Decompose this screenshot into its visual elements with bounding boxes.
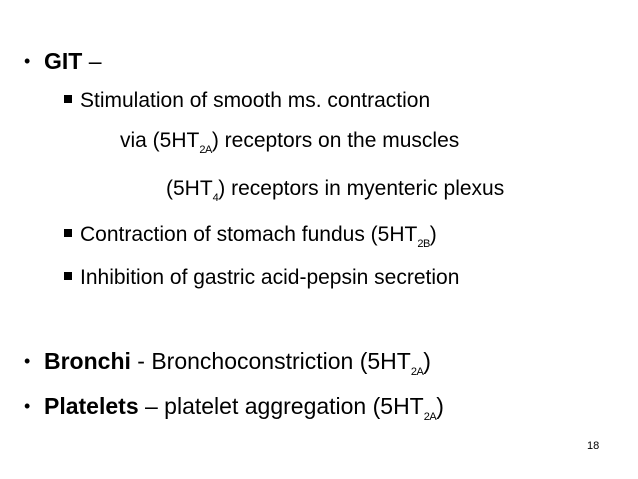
bullet-platelets-post: ): [436, 393, 444, 419]
bullet-git-fundus-pre: Contraction of stomach fundus (5HT: [80, 223, 418, 246]
bullet-git-rest: –: [82, 48, 102, 74]
square-bullet-icon: [64, 95, 72, 103]
line-myenteric-pre: (5HT: [166, 177, 213, 200]
bullet-bronchi-post: ): [423, 348, 431, 374]
bullet-platelets-label: Platelets: [44, 393, 139, 419]
square-bullet-icon: [64, 272, 72, 280]
bullet-git-fundus-post: ): [429, 223, 437, 246]
line-via-receptors-pre: via (5HT: [120, 129, 200, 152]
bullet-git-inhibition-text: Inhibition of gastric acid-pepsin secretion: [80, 266, 460, 289]
round-bullet-icon: •: [24, 396, 31, 416]
line-via-receptors: [120, 130, 459, 156]
line-myenteric-sub: 4: [212, 192, 219, 204]
bullet-git-fundus-sub: 2B: [417, 238, 430, 250]
bullet-git-stimulation: [64, 90, 430, 111]
line-myenteric-receptors: [166, 178, 504, 204]
square-bullet-icon: [64, 229, 72, 237]
round-bullet-icon: •: [24, 51, 31, 71]
bullet-bronchi: [24, 350, 431, 378]
bullet-bronchi-pre: - Bronchoconstriction (5HT: [130, 348, 411, 374]
line-myenteric-post: ) receptors in myenteric plexus: [218, 177, 505, 200]
bullet-git-fundus: [64, 224, 437, 250]
round-bullet-icon: •: [24, 351, 31, 371]
bullet-platelets-sub: 2A: [423, 411, 437, 423]
bullet-platelets-pre: – platelet aggregation (5HT: [138, 393, 424, 419]
line-via-receptors-post: ) receptors on the muscles: [211, 129, 460, 152]
line-via-receptors-sub: 2A: [199, 144, 212, 156]
bullet-git-label: GIT: [44, 48, 83, 74]
bullet-bronchi-sub: 2A: [410, 366, 424, 378]
bullet-git-inhibition: [64, 267, 459, 288]
bullet-git-stimulation-text: Stimulation of smooth ms. contraction: [80, 89, 431, 112]
bullet-bronchi-label: Bronchi: [44, 348, 131, 374]
bullet-platelets: [24, 395, 444, 423]
page-number: 18: [587, 440, 600, 452]
bullet-git: [24, 50, 102, 73]
